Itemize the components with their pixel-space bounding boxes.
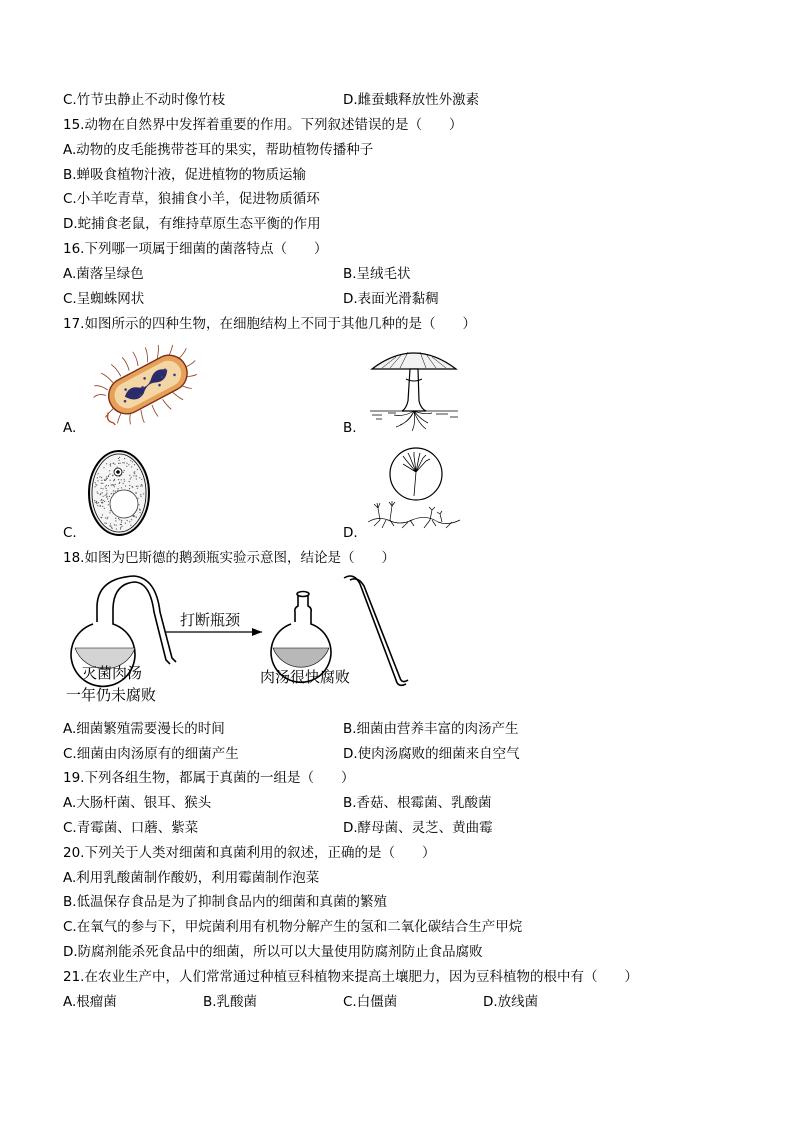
q20-option-d: D.防腐剂能杀死食品中的细菌，所以可以大量使用防腐剂防止食品腐败 [63,944,483,960]
q15-option-c: C.小羊吃青草，狼捕食小羊，促进物质循环 [63,191,320,207]
broken-neck-piece [344,576,408,685]
q15-option-d: D.蛇捕食老鼠，有维持草原生态平衡的作用 [63,216,321,232]
q15-stem: 15.动物在自然界中发挥着重要的作用。下列叙述错误的是（ ） [63,117,463,133]
q18-option-d: D.使肉汤腐败的细菌来自空气 [343,746,520,762]
q19-option-a: A.大肠杆菌、银耳、猴头 [63,795,212,811]
q14-option-c: C.竹节虫静止不动时像竹枝 [63,92,226,108]
q16-option-c: C.呈蜘蛛网状 [63,291,145,307]
q19-option-d: D.酵母菌、灵芝、黄曲霉 [343,820,493,836]
right-caption: 肉汤很快腐败 [260,668,351,686]
q17-stem: 17.如图所示的四种生物，在细胞结构上不同于其他几种的是（ ） [63,316,476,332]
left-caption-line-1: 灭菌肉汤 [82,664,143,682]
mushroom-image [366,343,462,433]
arrow-icon [252,628,262,636]
q16-option-b: B.呈绒毛状 [343,266,411,282]
q15-option-b: B.蝉吸食植物汁液，促进植物的物质运输 [63,167,307,183]
mold-image [364,446,464,534]
q16-option-d: D.表面光滑黏稠 [343,291,439,307]
q20-option-a: A.利用乳酸菌制作酸奶，利用霉菌制作泡菜 [63,870,320,886]
bacterium-image [92,345,202,425]
swan-neck-flask-diagram [58,572,418,708]
q21-option-b: B.乳酸菌 [203,994,258,1010]
q21-stem: 21.在农业生产中，人们常常通过种植豆科植物来提高土壤肥力，因为豆科植物的根中有（ ） [63,969,638,985]
q16-option-a: A.菌落呈绿色 [63,266,144,282]
q21-option-d: D.放线菌 [483,994,539,1010]
yeast-cell-image [86,448,152,538]
q16-stem: 16.下列哪一项属于细菌的菌落特点（ ） [63,241,328,257]
q20-option-c: C.在氧气的参与下，甲烷菌利用有机物分解产生的氢和二氧化碳结合生产甲烷 [63,919,523,935]
q17-label-c: C. [63,525,77,541]
q19-stem: 19.下列各组生物，都属于真菌的一组是（ ） [63,770,355,786]
q20-option-b: B.低温保存食品是为了抑制食品内的细菌和真菌的繁殖 [63,894,388,910]
q19-option-b: B.香菇、根霉菌、乳酸菌 [343,795,492,811]
q17-label-b: B. [343,420,357,436]
q21-option-c: C.白僵菌 [343,994,398,1010]
q20-stem: 20.下列关于人类对细菌和真菌利用的叙述，正确的是（ ） [63,845,436,861]
q18-option-b: B.细菌由营养丰富的肉汤产生 [343,721,519,737]
q19-option-c: C.青霉菌、口蘑、紫菜 [63,820,199,836]
arrow-label: 打断瓶颈 [180,611,241,629]
q18-stem: 18.如图为巴斯德的鹅颈瓶实验示意图，结论是（ ） [63,550,395,566]
q17-label-a: A. [63,420,77,436]
q18-option-a: A.细菌繁殖需要漫长的时间 [63,721,225,737]
left-caption-line-2: 一年仍未腐败 [66,686,157,704]
q17-label-d: D. [343,525,358,541]
q15-option-a: A.动物的皮毛能携带苍耳的果实，帮助植物传播种子 [63,142,374,158]
q21-option-a: A.根瘤菌 [63,994,117,1010]
q14-option-d: D.雌蚕蛾释放性外激素 [343,92,480,108]
q18-option-c: C.细菌由肉汤原有的细菌产生 [63,746,239,762]
